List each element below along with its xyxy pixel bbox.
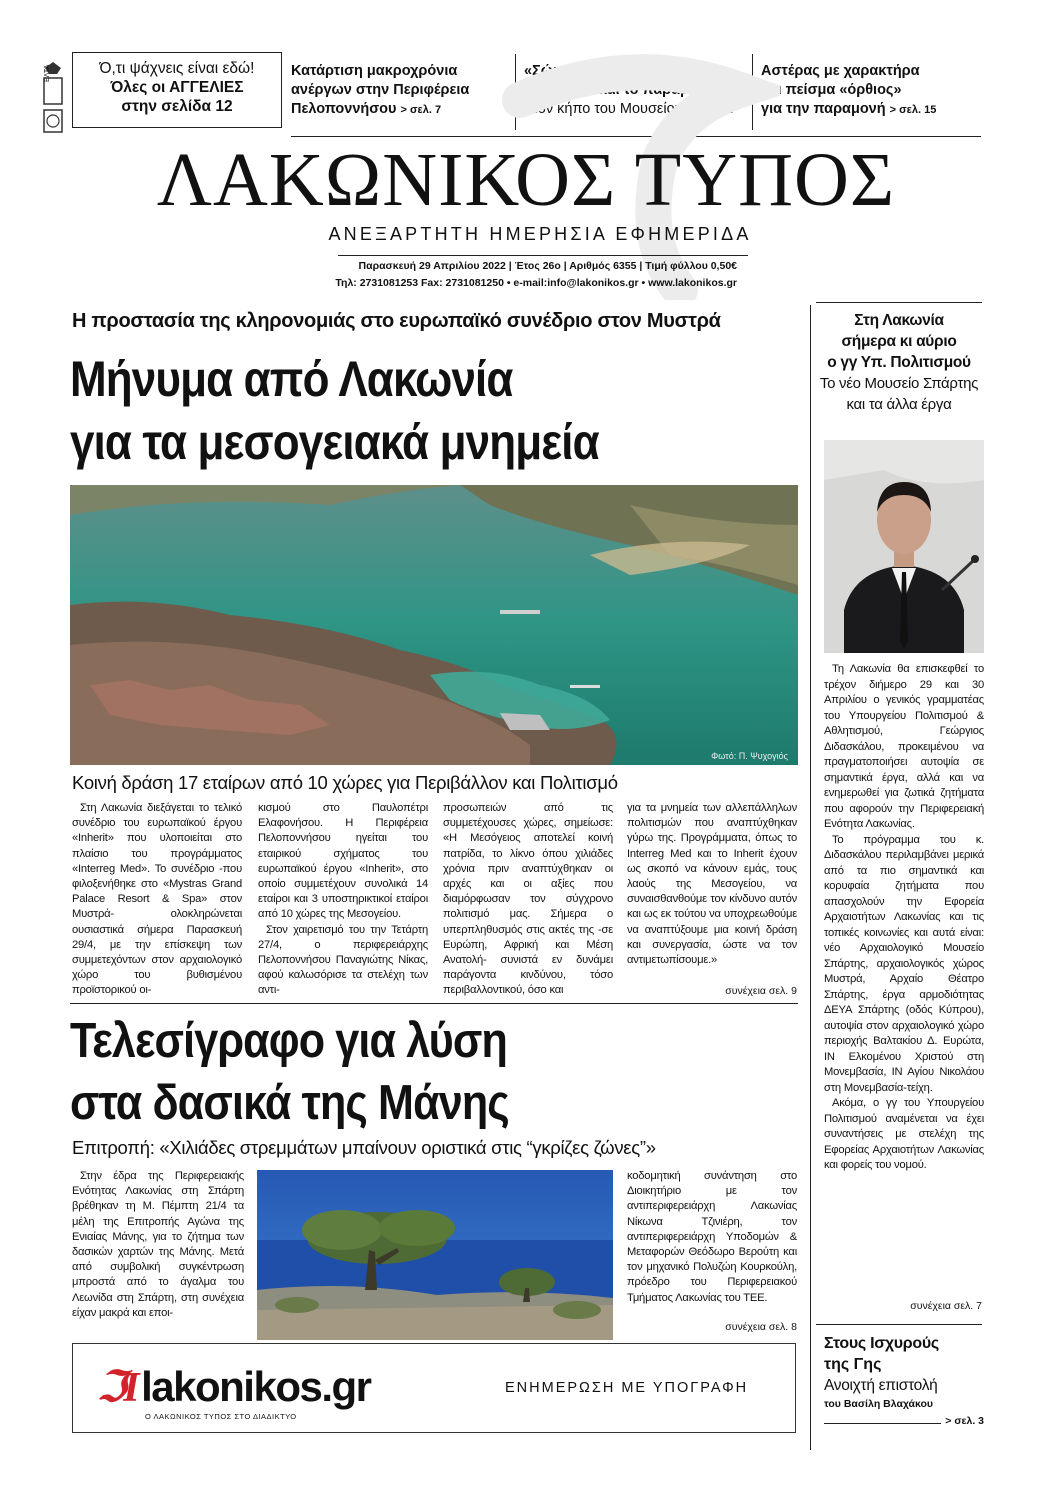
teaser-training-line2: ανέργων στην Περιφέρεια: [291, 82, 470, 98]
sidebar-sub-line2: και τα άλλα έργα: [846, 396, 952, 413]
letter-page: > σελ. 3: [945, 1415, 984, 1427]
sidebar-title-line3: ο γγ Υπ. Πολιτισμού: [827, 354, 971, 371]
sidebar-title-line2: σήμερα κι αύριο: [841, 333, 957, 350]
lead-continued[interactable]: συνέχεια σελ. 9: [725, 985, 797, 997]
lead-col1-text: Στη Λακωνία διεξάγεται το τελικό συνέδριο του ευρωπαϊκού έργου «Inherit» που υλοποιείται στο πλαίσιο του προγράμματος «Interreg Med». Το συνέδριο -που φιλοξενήθηκε στο «Mystras Grand Palace Resort & Spa» στον Μυστρά- ολοκληρώνεται ουσιαστικά σήμερα Παρασκευή 29/4, με την επίσκεψη των συμμετεχόντων στον αρχαιολογικό χώρο του βυθισμένου προϊστορικού οι-: [72, 802, 242, 997]
ad-slogan: ΕΝΗΜΕΡΩΣΗ ΜΕ ΥΠΟΓΡΑΦΗ: [505, 1380, 749, 1396]
sidebar-paragraph-2: Το πρόγραμμα του κ. Διδασκάλου περιλαμβάνει μερικά από τα πιο σημαντικά και κορυφαία ζητήματα που απασχολούν την Εφορεία Αρχαιοτήτων Λακωνίας και τις τοπικές κοινωνίες και αυτά είναι: νέο Αρχαιολογικό Μουσείο Σπάρτης, αρχαιολογικός χώρος Μυστρά, Αρχαίο Θέατρο Σπάρτης, έργα αρμοδιότητας ΔΕΥΑ Σπάρτης (οδός Κύπρου), αυτοψία στον αρχαιολογικό χώρο περιοχής Βαλτακίου Δ. Ευρώτα, ΙΝ Ελκομένου Χριστού στη Μονεμβασία, ΙΝ Αγίου Νικολάου στη Μονεμβασία-τείχη.: [824, 833, 984, 1094]
teaser-myth-line2: στον μύθο και το παραμύθι»: [524, 82, 718, 98]
second-headline-line2: στα δασικά της Μάνης: [70, 1076, 509, 1130]
olive-tree-sea-image-icon: [257, 1170, 613, 1340]
ads-teaser-box[interactable]: [72, 52, 282, 128]
masthead-title: ΛΑΚΩΝΙΚΟΣ ΤΥΠΟΣ: [156, 138, 896, 222]
sidebar-continued[interactable]: συνέχεια σελ. 7: [910, 1300, 982, 1312]
sidebar-sub-line1: Το νέο Μουσείο Σπάρτης: [819, 375, 979, 392]
lead-column-2: [258, 801, 428, 999]
ads-line2: Όλες οι ΑΓΓΕΛΙΕΣ: [110, 79, 244, 96]
second-continued[interactable]: συνέχεια σελ. 8: [725, 1321, 797, 1333]
lead-deck: Κοινή δράση 17 εταίρων από 10 χώρες για Περιβάλλον και Πολιτισμό: [72, 772, 618, 793]
teaser-training[interactable]: [291, 62, 506, 120]
portrait-man-image-icon: [824, 440, 984, 653]
section-rule: [70, 1003, 798, 1004]
letter-author: του Βασίλη Βλαχάκου: [824, 1398, 934, 1410]
lead-col2b-text: Στον χαιρετισμό του την Τετάρτη 27/4, ο περιφερειάρχης Πελοποννήσου Παναγιώτης Νίκας, αφού καλωσόρισε τα στελέχη των αντι-: [258, 923, 428, 997]
lead-column-3: [443, 801, 613, 999]
masthead-subtitle: ΑΝΕΞΑΡΤΗΤΗ ΗΜΕΡΗΣΙΑ ΕΦΗΜΕΡΙΔΑ: [328, 224, 752, 244]
lakonikos-ad-banner[interactable]: [72, 1343, 796, 1433]
letter-title-line1: Στους Ισχυρούς: [824, 1335, 939, 1352]
teaser-training-page: > σελ. 7: [400, 104, 442, 116]
letter-subtitle: Ανοιχτή επιστολή: [824, 1377, 938, 1394]
ads-line3: στην σελίδα 12: [121, 98, 233, 115]
teaser-training-line1: Κατάρτιση μακροχρόνια: [291, 63, 458, 79]
elta-label: ΕΛΤΑ: [44, 64, 51, 82]
aerial-coast-image-icon: [70, 485, 798, 765]
photo-credit: Φωτό: Π. Ψυχογιός: [711, 751, 788, 761]
teaser-asteras-page: > σελ. 15: [889, 104, 937, 116]
sidebar-letter-teaser[interactable]: [824, 1333, 984, 1427]
teaser-training-line3: Πελοποννήσου: [291, 101, 397, 117]
teaser-asteras-line2: και πείσμα «όρθιος»: [761, 82, 902, 98]
second-column-1: [72, 1169, 244, 1321]
teaser-asteras-line1: Αστέρας με χαρακτήρα: [761, 63, 920, 79]
second-tree-photo: [257, 1170, 613, 1340]
second-col1-text: Στην έδρα της Περιφερειακής Ενότητας Λακωνίας στη Σπάρτη βρέθηκαν τη Μ. Πέμπτη 21/4 τα μέλη της Επιτροπής Αγώνα της Ενιαίας Μάνης, για το ζήτημα των δασικών χαρτών της Μάνης. Μετά από συμβολική συγκέντρωση μπροστά από το άγαλμα του Λεωνίδα στη Σπάρτη, στη συνέχεια είχαν μακρά και εποι-: [72, 1170, 244, 1319]
lead-aerial-photo: [70, 485, 798, 765]
lead-col4-text: για τα μνημεία των αλλεπάλληλων πολιτισμών που αναπτύχθηκαν γύρω της. Προγράμματα, όπως το Interreg Med και το Inherit έχουν ως σκοπό να κάνουν εμάς, τους λαούς της Μεσογείου, να συναισθανθούμε τον κίνδυνο αυτόν και ως εκ τούτου να υποχρεωθούμε να αναπτύξουμε μια κοινή δράση και συνεργασία, ώστε να τον αντιμετωπίσουμε.»: [627, 802, 797, 967]
lead-col3-text: προσωπειών από τις συμμετέχουσες χώρες, σημείωσε: «Η Μεσόγειος αποτελεί κοινή πατρίδα, το λίκνο όπου χιλιάδες χρόνια πριν αναπτύχθηκαν οι αρχές και οι αξίες που διαμόρφωσαν τον σύγχρονο πολιτισμό μας. Σήμερα ο υπερπληθυσμός στις ακτές της -σε Ευρώπη, Αφρική και Μέση Ανατολή- συνιστά εν δυνάμει παράγοντα κινδύνου, τόσο περιβαλλοντικού, όσο και: [443, 802, 613, 997]
masthead-rule: [338, 255, 748, 256]
sidebar-divider: [810, 305, 811, 1450]
second-column-2: [627, 1169, 797, 1306]
second-col2-text: κοδομητική συνάντηση στο Διοικητήριο με τον αντιπεριφερειάρχη Λακωνίας Νίκωνα Τζινιέρη, τον αντιπεριφερειάρχη Υποδομών & Μεταφορών Θεόδωρο Βερούτη και τον μηχανικό Πολυζώη Κουρκούλη, πρόεδρο του Περιφερειακού Τμήματος Λακωνίας του ΤΕΕ.: [627, 1170, 797, 1304]
letter-rule: [824, 1423, 941, 1424]
sidebar-paragraph-3: Ακόμα, ο γγ του Υπουργείου Πολιτισμού αναμένεται να έχει συναντήσεις με στελέχη της Εφορείας Αρχαιοτήτων Λακωνίας και φορείς του νομού.: [824, 1097, 984, 1171]
sidebar-body: [824, 662, 984, 1174]
lead-column-1: [72, 801, 242, 999]
teaser-asteras-line3: για την παραμονή: [761, 101, 886, 117]
sidebar-portrait-photo: [824, 440, 984, 653]
ads-line1: Ό,τι ψάχνεις είναι εδώ!: [99, 60, 255, 77]
lakonikos-logo-mark-icon: ℑI: [97, 1365, 137, 1411]
sidebar-top-rule: [816, 302, 982, 303]
lakonikos-logo: [97, 1362, 371, 1412]
issue-line: Παρασκευή 29 Απριλίου 2022 | Έτος 26ο | Αριθμός 6355 | Τιμή φύλλου 0,50€: [358, 260, 737, 272]
sidebar-letter-rule: [816, 1324, 982, 1325]
second-deck: Επιτροπή: «Χιλιάδες στρεμμάτων μπαίνουν οριστικά στις “γκρίζες ζώνες”»: [72, 1137, 656, 1158]
lead-column-4: [627, 801, 797, 968]
sidebar-paragraph-1: Τη Λακωνία θα επισκεφθεί το τρέχον διήμερο 29 και 30 Απριλίου ο γενικός γραμματέας του Υπουργείου Πολιτισμού & Αθλητισμού, Γεώργιος Διδασκάλου, προκειμένου να πραγματοποιήσει αυτοψία σε σημαντικά έργα, αλλά και να ενημερωθεί για ζωτικά ζητήματα που αφορούν την Περιφερειακή Ενότητα Λακωνίας.: [824, 663, 984, 830]
lakonikos-logo-text: lakonikos.gr: [141, 1363, 371, 1410]
teaser-myth-page: > σελ. 11: [686, 104, 733, 116]
lakonikos-logo-tagline: Ο ΛΑΚΩΝΙΚΟΣ ΤΥΠΟΣ ΣΤΟ ΔΙΑΔΙΚΤΥΟ: [145, 1412, 297, 1421]
sidebar-title-line1: Στη Λακωνία: [854, 312, 944, 329]
lead-col2a-text: κισμού στο Παυλοπέτρι Ελαφονήσου. Η Περιφέρεια Πελοποννήσου ηγείται του εταιρικού σχήματος του ευρωπαϊκού έργου «Inherit», στο οποίο συμμετέχουν συνολικά 14 εταίροι και 3 υποστηρικτικοί εταίροι από 10 χώρες της Μεσογείου.: [258, 802, 428, 921]
contact-line: Τηλ: 2731081253 Fax: 2731081250 • e-mail:info@lakonikos.gr • www.lakonikos.gr: [335, 277, 737, 289]
lead-headline-line1: Μήνυμα από Λακωνία: [70, 351, 513, 407]
letter-title-line2: της Γης: [824, 1356, 882, 1373]
teaser-myth-line1: «Σώμα και πνεύμα: [524, 63, 652, 79]
teaser-asteras[interactable]: [761, 62, 991, 120]
sidebar-story[interactable]: [816, 310, 982, 415]
lead-headline-line2: για τα μεσογειακά μνημεία: [70, 414, 599, 470]
teaser-myth-line3: Στον κήπο του Μουσείου: [524, 101, 683, 117]
second-headline-line1: Τελεσίγραφο για λύση: [70, 1014, 507, 1068]
lead-kicker: Η προστασία της κληρονομιάς στο ευρωπαϊκό συνέδριο στον Μυστρά: [72, 310, 721, 332]
